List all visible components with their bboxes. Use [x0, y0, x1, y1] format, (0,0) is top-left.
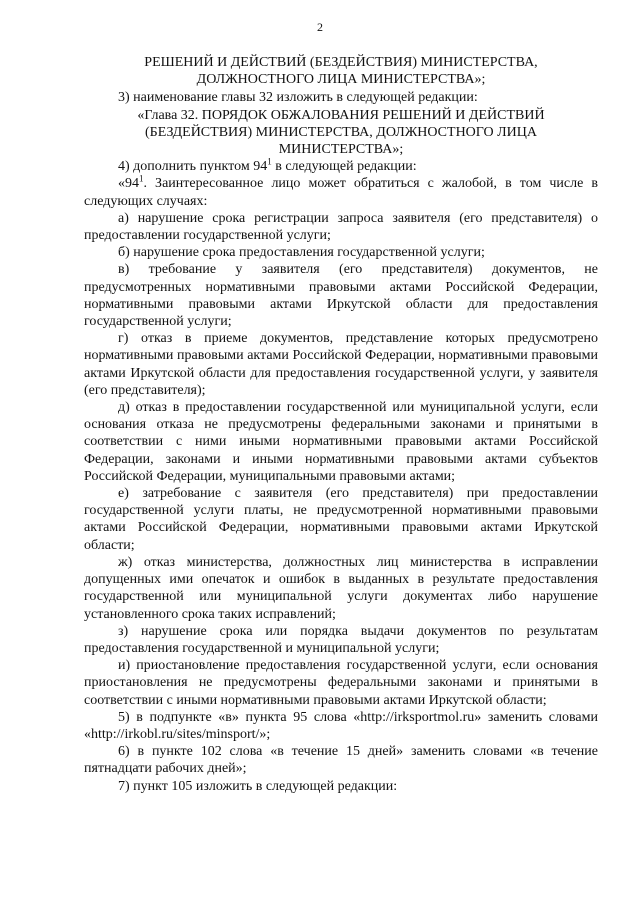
page-number: 2 — [317, 20, 323, 34]
item-6: 6) в пункте 102 слова «в течение 15 дней» заменить словами «в течение пятнадцати рабочих дней»; — [84, 744, 598, 777]
heading-line-2: ДОЛЖНОСТНОГО ЛИЦА МИНИСТЕРСТВА»; — [196, 72, 486, 88]
heading-line-1: РЕШЕНИЙ И ДЕЙСТВИЙ (БЕЗДЕЙСТВИЯ) МИНИСТЕРСТВА, — [144, 55, 538, 70]
case-z: з) нарушение срока или порядка выдачи документов по результатам предоставления государственной и муниципальной услуги; — [84, 623, 598, 656]
point-94-suffix: . Заинтересованное лицо может обратиться с жалобой, в том числе в следующих случаях: — [84, 176, 598, 209]
case-e: е) затребование с заявителя (его представителя) при предоставлении государственной услуги платы, не предусмотренной нормативными правовыми актами Российской Федерации, нормативными правовыми актами Иркутской области; — [84, 486, 598, 553]
case-a: а) нарушение срока регистрации запроса заявителя (его представителя) о предоставлении государственной услуги; — [84, 210, 598, 244]
case-i: и) приостановление предоставления государственной услуги, если основания приостановления не предусмотрены федеральными законами и принятыми в соответствии с иными нормативными правовыми актами Иркутской области; — [84, 658, 598, 708]
item-4-prefix: 4) дополнить пунктом 94 — [118, 159, 268, 175]
point-94-1 — [84, 175, 598, 209]
item-4 — [84, 158, 598, 175]
case-d: д) отказ в предоставлении государственной или муниципальной услуги, если основания отказа не предусмотрены федеральными законами и принятыми в соответствии с ними иными нормативными правовыми актами Российской Федерации, законами и иными нормативными правовыми актами субъектов Российской Федерации, муниципальными правовыми актами; — [84, 400, 598, 484]
chapter-title-line-2: (БЕЗДЕЙСТВИЯ) МИНИСТЕРСТВА, ДОЛЖНОСТНОГО ЛИЦА — [145, 124, 537, 140]
item-3: 3) наименование главы 32 изложить в следующей редакции: — [118, 90, 478, 106]
chapter-title-line-1: «Глава 32. ПОРЯДОК ОБЖАЛОВАНИЯ РЕШЕНИЙ И ДЕЙСТВИЙ — [137, 107, 545, 123]
item-7: 7) пункт 105 изложить в следующей редакции: — [118, 778, 398, 794]
item-4-sup: 1 — [267, 156, 272, 167]
item-5: 5) в подпункте «в» пункта 95 слова «http://irksportmol.ru» заменить словами «http://irkobl.ru/sites/minsport/»; — [84, 709, 598, 742]
item-4-suffix: в следующей редакции: — [271, 159, 417, 175]
case-b: б) нарушение срока предоставления государственной услуги; — [118, 245, 485, 261]
point-94-sup: 1 — [139, 173, 144, 184]
point-94-prefix: «94 — [118, 176, 139, 192]
case-zh: ж) отказ министерства, должностных лиц министерства в исправлении допущенных ими опечаток и ошибок в выданных в результате предоставления государственной или муниципальной услуги документах либо нарушение установленного срока таких исправлений; — [84, 554, 598, 622]
chapter-title-line-3: МИНИСТЕРСТВА»; — [278, 142, 404, 158]
document-body — [84, 54, 598, 795]
case-v: в) требование у заявителя (его представителя) документов, не предусмотренных нормативными правовыми актами Российской Федерации, нормативными правовыми актами Иркутской области для предоставления государственной услуги; — [84, 262, 598, 330]
case-g: г) отказ в приеме документов, представление которых предусмотрено нормативными правовыми актами Российской Федерации, нормативными правовыми актами Иркутской области для предоставления государственной услуги, у заявителя (его представителя); — [84, 331, 598, 398]
